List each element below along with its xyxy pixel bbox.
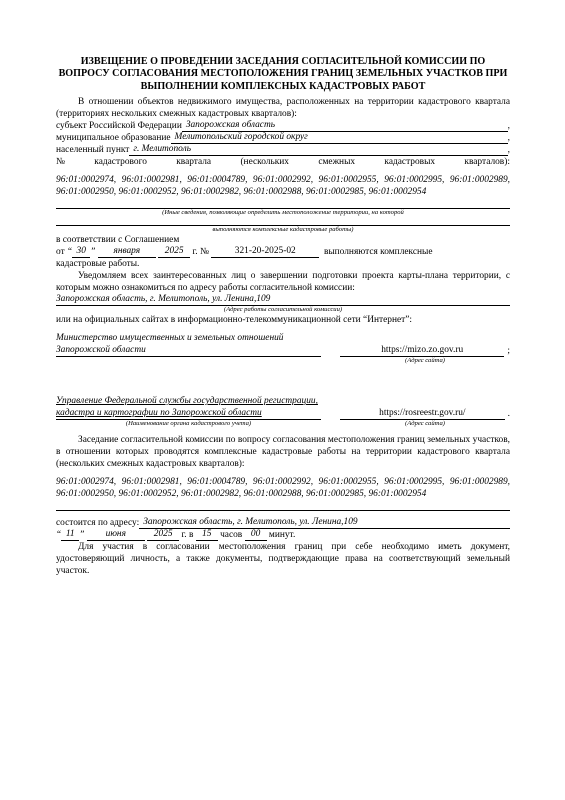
meeting-address-row [56, 517, 510, 529]
subject-label: субъект Российской Федерации [56, 121, 182, 132]
notify-paragraph: Уведомляем всех заинтересованных лиц о завершении подготовки проекта карты-плана территории, с которым можно ознакомиться по адресу работы согласительной комиссии: [56, 271, 510, 294]
settlement-comma: , [507, 145, 510, 156]
meeting-date-row: “ 11 ” июня 2025 г. в 15 часов 00 минут. [56, 529, 296, 541]
commission-address-row [56, 294, 510, 306]
meeting-month: июня [87, 529, 145, 541]
divider-line [56, 198, 510, 209]
notice-document [56, 56, 510, 577]
document-title: ИЗВЕЩЕНИЕ О ПРОВЕДЕНИИ ЗАСЕДАНИЯ СОГЛАСИТЕЛЬНОЙ КОМИССИИ ПО ВОПРОСУ СОГЛАСОВАНИЯ МЕСТОПОЛОЖЕНИЯ ГРАНИЦ ЗЕМЕЛЬНЫХ УЧАСТКОВ ПРИ ВЫПОЛНЕНИИ КОМПЛЕКСНЫХ КАДАСТРОВЫХ РАБОТ [58, 56, 508, 92]
other-info-hint: (Иные сведения, позволяющие определить местоположение территории, на которой [162, 209, 404, 217]
intro-paragraph: В отношении объектов недвижимого имущества, расположенных на территории кадастрового квартала (территориях нескольких смежных кадастровых кварталов): [56, 97, 510, 120]
municipality-label: муниципальное образование [56, 133, 171, 144]
subject-value: Запорожская область [182, 120, 508, 132]
meeting-address-label: состоится по адресу: [56, 518, 140, 529]
commission-address: Запорожская область, г. Мелитополь, ул. Ленина,109 [56, 294, 510, 306]
meeting-year: 2025 [147, 529, 179, 541]
site1-org: Министерство имущественных и земельных отношений Запорожской области [56, 332, 321, 357]
site1-row: Министерство имущественных и земельных отношений Запорожской области https://mizo.zo.gov.ru ; [56, 333, 510, 357]
agreement-year: 2025 [158, 246, 190, 258]
closing-paragraph: Для участия в согласовании местоположения границ при себе необходимо иметь документ, удостоверяющий личность, а также документы, подтверждающие права на соответствующий земельный участок. [56, 542, 510, 577]
agreement-day: 30 [72, 246, 90, 258]
site2-org-hint: (Наименование органа кадастрового учета) [125, 420, 252, 428]
meeting-address: Запорожская область, г. Мелитополь, ул. Ленина,109 [139, 517, 510, 529]
agreement-month: января [98, 246, 156, 258]
agreement-row: от “ 30 ” января 2025 г. № 321-20-2025-02 выполняются комплексные [56, 246, 433, 258]
meeting-day: 11 [61, 529, 79, 541]
subject-row [56, 120, 510, 132]
site2-url-link[interactable]: https://rosreestr.gov.ru/ [340, 407, 505, 420]
municipality-row [56, 132, 510, 144]
meeting-hours: 15 [196, 529, 218, 541]
site1-url-hint: (Адрес сайта) [405, 357, 445, 365]
divider-line [56, 217, 510, 226]
commission-address-hint: (Адрес работы согласительной комиссии) [223, 306, 343, 314]
site2-row: Управление Федеральной службы государственной регистрации, кадастра и картографии по Запорожской области https://rosreestr.gov.ru/ . [56, 396, 510, 420]
municipality-value: Мелитопольский городской округ [171, 132, 508, 144]
cadastral-quarters-list: 96:01:0002974, 96:01:0002981, 96:01:0004789, 96:01:0002992, 96:01:0002955, 96:01:0002995, 96:01:0002989, 96:01:0002950, 96:01:0002952, 96:01:0002982, 96:01:0002988, 96:01:0002985, 96:01:0002954 [56, 175, 510, 198]
quarters-label: № кадастрового квартала (нескольких смежных кадастровых кварталов): [56, 157, 510, 168]
municipality-comma: , [507, 133, 510, 144]
divider-line [56, 500, 510, 511]
agreement-tail: кадастровые работы. [56, 259, 140, 270]
agreement-intro: в соответствии с Соглашением [56, 235, 180, 246]
settlement-label: населенный пункт [56, 145, 130, 156]
subject-comma: , [507, 121, 510, 132]
meeting-paragraph: Заседание согласительной комиссии по вопросу согласования местоположения границ земельных участков, в отношении которых проводятся комплексные кадастровые работы на территории кадастрового квартала (нескольких смежных кадастровых кварталов): [56, 435, 510, 470]
meeting-quarters-list: 96:01:0002974, 96:01:0002981, 96:01:0004789, 96:01:0002992, 96:01:0002955, 96:01:0002995, 96:01:0002989, 96:01:0002950, 96:01:0002952, 96:01:0002982, 96:01:0002988, 96:01:0002985, 96:01:0002954 [56, 477, 510, 500]
meeting-minutes: 00 [245, 529, 267, 541]
site2-org: Управление Федеральной службы государственной регистрации, кадастра и картографии по Запорожской области [56, 395, 321, 420]
websites-paragraph: или на официальных сайтах в информационно-телекоммуникационной сети “Интернет”: [56, 315, 412, 326]
other-info-hint-2: выполняются комплексные кадастровые работы) [212, 226, 354, 234]
agreement-number: 321-20-2025-02 [211, 246, 319, 258]
settlement-value: г. Мелитополь [129, 144, 507, 156]
site1-url-link[interactable]: https://mizo.zo.gov.ru [340, 344, 504, 357]
settlement-row [56, 144, 510, 156]
site2-url-hint: (Адрес сайта) [405, 420, 445, 428]
